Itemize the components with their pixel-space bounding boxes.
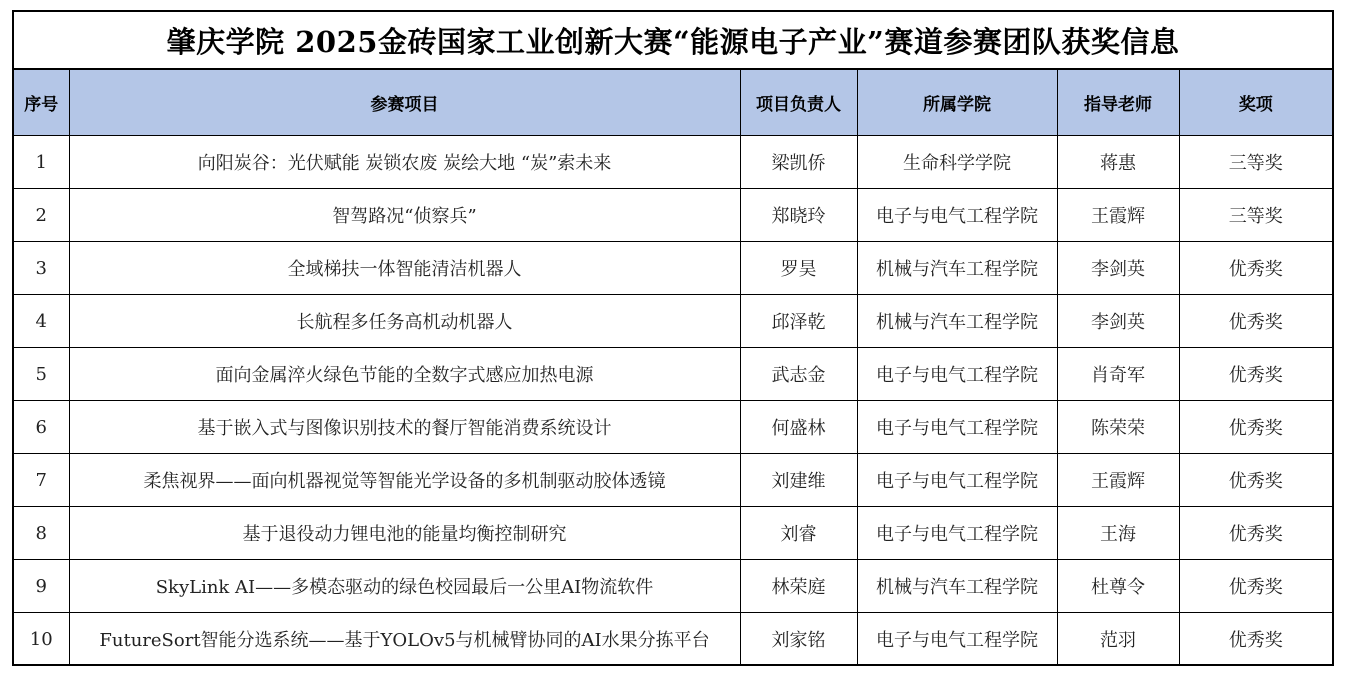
cell-award: 优秀奖 bbox=[1179, 560, 1332, 613]
cell-project: 面向金属淬火绿色节能的全数字式感应加热电源 bbox=[69, 348, 740, 401]
cell-leader: 何盛林 bbox=[740, 401, 857, 454]
table-row bbox=[14, 295, 1332, 348]
header-cell-number: 序号 bbox=[14, 70, 69, 136]
cell-number: 3 bbox=[14, 242, 69, 295]
cell-leader: 武志金 bbox=[740, 348, 857, 401]
cell-project: 基于退役动力锂电池的能量均衡控制研究 bbox=[69, 507, 740, 560]
cell-project: 柔焦视界——面向机器视觉等智能光学设备的多机制驱动胶体透镜 bbox=[69, 454, 740, 507]
award-sheet bbox=[12, 10, 1334, 666]
table-row bbox=[14, 401, 1332, 454]
cell-number: 5 bbox=[14, 348, 69, 401]
cell-project: 向阳炭谷：光伏赋能 炭锁农废 炭绘大地 “炭”索未来 bbox=[69, 136, 740, 189]
table-body bbox=[14, 136, 1332, 666]
award-table bbox=[14, 70, 1332, 665]
table-row bbox=[14, 613, 1332, 666]
cell-leader: 罗昊 bbox=[740, 242, 857, 295]
header-cell-leader: 项目负责人 bbox=[740, 70, 857, 136]
cell-college: 电子与电气工程学院 bbox=[857, 613, 1057, 666]
cell-award: 三等奖 bbox=[1179, 136, 1332, 189]
cell-award: 优秀奖 bbox=[1179, 242, 1332, 295]
cell-advisor: 李剑英 bbox=[1057, 295, 1179, 348]
cell-project: 长航程多任务高机动机器人 bbox=[69, 295, 740, 348]
cell-award: 三等奖 bbox=[1179, 189, 1332, 242]
cell-advisor: 王霞辉 bbox=[1057, 454, 1179, 507]
table-header bbox=[14, 70, 1332, 136]
header-cell-college: 所属学院 bbox=[857, 70, 1057, 136]
cell-award: 优秀奖 bbox=[1179, 401, 1332, 454]
cell-number: 10 bbox=[14, 613, 69, 666]
header-cell-award: 奖项 bbox=[1179, 70, 1332, 136]
table-row bbox=[14, 242, 1332, 295]
cell-leader: 刘家铭 bbox=[740, 613, 857, 666]
sheet-title: 肇庆学院 2025金砖国家工业创新大赛“能源电子产业”赛道参赛团队获奖信息 bbox=[14, 12, 1332, 70]
header-row bbox=[14, 70, 1332, 136]
header-cell-project: 参赛项目 bbox=[69, 70, 740, 136]
table-row bbox=[14, 560, 1332, 613]
cell-project: 基于嵌入式与图像识别技术的餐厅智能消费系统设计 bbox=[69, 401, 740, 454]
cell-college: 机械与汽车工程学院 bbox=[857, 295, 1057, 348]
cell-advisor: 王海 bbox=[1057, 507, 1179, 560]
cell-project: 智驾路况“侦察兵” bbox=[69, 189, 740, 242]
cell-advisor: 蒋惠 bbox=[1057, 136, 1179, 189]
cell-advisor: 杜尊令 bbox=[1057, 560, 1179, 613]
cell-advisor: 陈荣荣 bbox=[1057, 401, 1179, 454]
cell-college: 机械与汽车工程学院 bbox=[857, 560, 1057, 613]
cell-college: 电子与电气工程学院 bbox=[857, 454, 1057, 507]
cell-number: 6 bbox=[14, 401, 69, 454]
cell-advisor: 范羽 bbox=[1057, 613, 1179, 666]
cell-number: 9 bbox=[14, 560, 69, 613]
cell-advisor: 李剑英 bbox=[1057, 242, 1179, 295]
table-row bbox=[14, 454, 1332, 507]
table-row bbox=[14, 348, 1332, 401]
cell-leader: 邱泽乾 bbox=[740, 295, 857, 348]
table-row bbox=[14, 507, 1332, 560]
cell-number: 7 bbox=[14, 454, 69, 507]
cell-number: 8 bbox=[14, 507, 69, 560]
cell-leader: 梁凯侨 bbox=[740, 136, 857, 189]
cell-college: 电子与电气工程学院 bbox=[857, 401, 1057, 454]
cell-college: 电子与电气工程学院 bbox=[857, 348, 1057, 401]
table-row bbox=[14, 136, 1332, 189]
cell-advisor: 肖奇军 bbox=[1057, 348, 1179, 401]
cell-award: 优秀奖 bbox=[1179, 295, 1332, 348]
cell-advisor: 王霞辉 bbox=[1057, 189, 1179, 242]
cell-leader: 刘睿 bbox=[740, 507, 857, 560]
cell-award: 优秀奖 bbox=[1179, 507, 1332, 560]
cell-award: 优秀奖 bbox=[1179, 454, 1332, 507]
cell-project: FutureSort智能分选系统——基于YOLOv5与机械臂协同的AI水果分拣平台 bbox=[69, 613, 740, 666]
cell-college: 机械与汽车工程学院 bbox=[857, 242, 1057, 295]
cell-project: 全域梯扶一体智能清洁机器人 bbox=[69, 242, 740, 295]
cell-award: 优秀奖 bbox=[1179, 613, 1332, 666]
header-cell-advisor: 指导老师 bbox=[1057, 70, 1179, 136]
cell-number: 1 bbox=[14, 136, 69, 189]
cell-project: SkyLink AI——多模态驱动的绿色校园最后一公里AI物流软件 bbox=[69, 560, 740, 613]
cell-award: 优秀奖 bbox=[1179, 348, 1332, 401]
cell-college: 电子与电气工程学院 bbox=[857, 507, 1057, 560]
cell-college: 生命科学学院 bbox=[857, 136, 1057, 189]
cell-number: 4 bbox=[14, 295, 69, 348]
cell-college: 电子与电气工程学院 bbox=[857, 189, 1057, 242]
table-row bbox=[14, 189, 1332, 242]
cell-leader: 林荣庭 bbox=[740, 560, 857, 613]
cell-number: 2 bbox=[14, 189, 69, 242]
cell-leader: 郑晓玲 bbox=[740, 189, 857, 242]
cell-leader: 刘建维 bbox=[740, 454, 857, 507]
